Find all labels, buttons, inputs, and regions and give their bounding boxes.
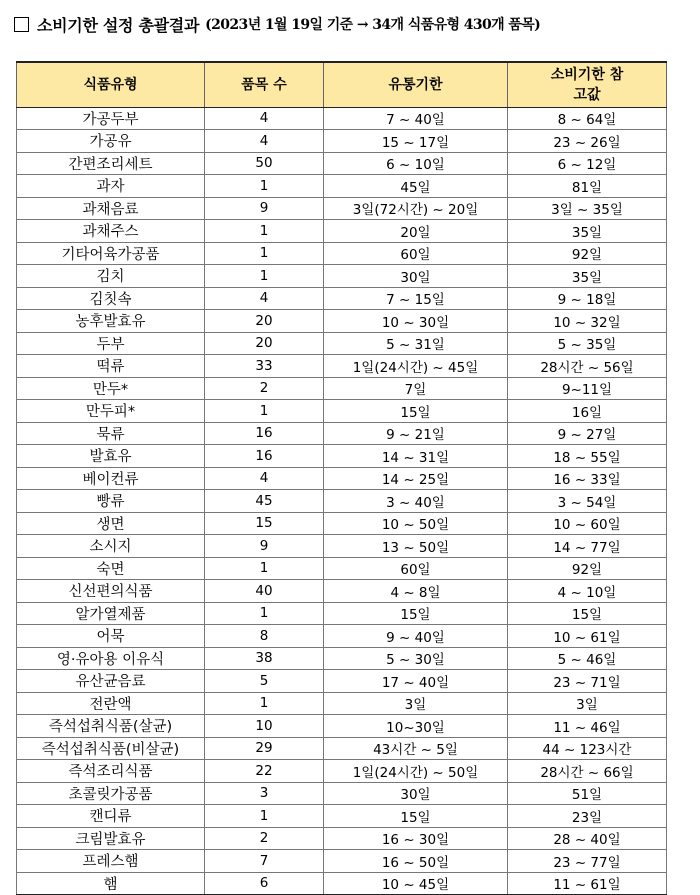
consumption-period-cell: 16일 [508,400,667,423]
food-type-cell: 가공유 [17,130,205,153]
food-type-cell: 가공두부 [17,107,205,130]
consumption-period-cell: 28시간 ~ 56일 [508,355,667,378]
food-type-cell: 베이컨류 [17,467,205,490]
table-row [17,445,667,468]
consumption-period-cell: 3 ~ 54일 [508,490,667,513]
food-type-cell: 어묵 [17,625,205,648]
distribution-period-cell: 10~30일 [324,715,508,738]
table-row [17,827,667,850]
distribution-period-cell: 4 ~ 8일 [324,580,508,603]
food-type-cell: 빵류 [17,490,205,513]
header-distribution-period: 유통기한 [324,62,508,107]
consumption-period-cell: 14 ~ 77일 [508,535,667,558]
consumption-period-cell: 5 ~ 35일 [508,332,667,355]
item-count-cell: 1 [205,602,324,625]
heading-title: 소비기한 설정 총괄결과 [37,15,200,35]
distribution-period-cell: 15일 [324,400,508,423]
item-count-cell: 8 [205,625,324,648]
item-count-cell: 22 [205,760,324,783]
distribution-period-cell: 5 ~ 31일 [324,332,508,355]
food-type-cell: 소시지 [17,535,205,558]
distribution-period-cell: 30일 [324,782,508,805]
item-count-cell: 4 [205,287,324,310]
table-row [17,602,667,625]
shelf-life-table [16,61,667,895]
food-type-cell: 떡류 [17,355,205,378]
food-type-cell: 생면 [17,512,205,535]
distribution-period-cell: 15 ~ 17일 [324,130,508,153]
consumption-period-cell: 9 ~ 18일 [508,287,667,310]
distribution-period-cell: 17 ~ 40일 [324,670,508,693]
item-count-cell: 7 [205,850,324,873]
distribution-period-cell: 45일 [324,175,508,198]
item-count-cell: 5 [205,670,324,693]
item-count-cell: 1 [205,692,324,715]
distribution-period-cell: 7 ~ 15일 [324,287,508,310]
food-type-cell: 과채주스 [17,220,205,243]
distribution-period-cell: 13 ~ 50일 [324,535,508,558]
consumption-period-cell: 23 ~ 26일 [508,130,667,153]
food-type-cell: 즉석섭취식품(비살균) [17,737,205,760]
heading-subtitle: (2023년 1월 19일 기준 → 34개 식품유형 430개 품목) [205,17,541,33]
table-row [17,400,667,423]
distribution-period-cell: 9 ~ 21일 [324,422,508,445]
table-body [17,107,667,895]
table-row [17,130,667,153]
checkbox-square-icon [14,17,29,32]
item-count-cell: 6 [205,872,324,895]
table-row [17,580,667,603]
food-type-cell: 신선편의식품 [17,580,205,603]
distribution-period-cell: 7 ~ 40일 [324,107,508,130]
consumption-period-cell: 6 ~ 12일 [508,152,667,175]
item-count-cell: 9 [205,197,324,220]
food-type-cell: 농후발효유 [17,310,205,333]
food-type-cell: 즉석조리식품 [17,760,205,783]
table-row [17,355,667,378]
table-row [17,782,667,805]
consumption-period-cell: 81일 [508,175,667,198]
table-row [17,737,667,760]
distribution-period-cell: 1일(24시간) ~ 50일 [324,760,508,783]
item-count-cell: 45 [205,490,324,513]
table-row [17,220,667,243]
table-row [17,265,667,288]
consumption-period-cell: 15일 [508,602,667,625]
table-row [17,422,667,445]
item-count-cell: 4 [205,107,324,130]
food-type-cell: 즉석섭취식품(살균) [17,715,205,738]
food-type-cell: 김치 [17,265,205,288]
food-type-cell: 과자 [17,175,205,198]
item-count-cell: 38 [205,647,324,670]
consumption-period-cell: 23 ~ 71일 [508,670,667,693]
table-row [17,715,667,738]
food-type-cell: 두부 [17,332,205,355]
consumption-period-cell: 92일 [508,557,667,580]
food-type-cell: 만두피* [17,400,205,423]
header-consumption-period-label: 소비기한 참고값 [550,66,624,103]
item-count-cell: 15 [205,512,324,535]
item-count-cell: 1 [205,805,324,828]
consumption-period-cell: 35일 [508,265,667,288]
distribution-period-cell: 15일 [324,602,508,625]
food-type-cell: 알가열제품 [17,602,205,625]
food-type-cell: 전란액 [17,692,205,715]
table-row [17,107,667,130]
item-count-cell: 1 [205,557,324,580]
consumption-period-cell: 9 ~ 27일 [508,422,667,445]
item-count-cell: 1 [205,220,324,243]
item-count-cell: 2 [205,377,324,400]
item-count-cell: 33 [205,355,324,378]
consumption-period-cell: 8 ~ 64일 [508,107,667,130]
consumption-period-cell: 10 ~ 32일 [508,310,667,333]
table-row [17,557,667,580]
table-header-row [17,62,667,107]
header-consumption-period [508,62,667,107]
consumption-period-cell: 23일 [508,805,667,828]
food-type-cell: 유산균음료 [17,670,205,693]
food-type-cell: 김칫속 [17,287,205,310]
item-count-cell: 50 [205,152,324,175]
distribution-period-cell: 5 ~ 30일 [324,647,508,670]
table-row [17,850,667,873]
item-count-cell: 40 [205,580,324,603]
item-count-cell: 3 [205,782,324,805]
table-row [17,377,667,400]
consumption-period-cell: 28 ~ 40일 [508,827,667,850]
food-type-cell: 숙면 [17,557,205,580]
table-row [17,625,667,648]
consumption-period-cell: 9~11일 [508,377,667,400]
consumption-period-cell: 23 ~ 77일 [508,850,667,873]
distribution-period-cell: 7일 [324,377,508,400]
header-item-count: 품목 수 [205,62,324,107]
distribution-period-cell: 1일(24시간) ~ 45일 [324,355,508,378]
distribution-period-cell: 10 ~ 45일 [324,872,508,895]
item-count-cell: 20 [205,332,324,355]
consumption-period-cell: 10 ~ 60일 [508,512,667,535]
table-row [17,152,667,175]
document-heading [14,9,540,39]
food-type-cell: 캔디류 [17,805,205,828]
consumption-period-cell: 10 ~ 61일 [508,625,667,648]
table-row [17,760,667,783]
consumption-period-cell: 5 ~ 46일 [508,647,667,670]
table-row [17,197,667,220]
distribution-period-cell: 14 ~ 31일 [324,445,508,468]
distribution-period-cell: 3 ~ 40일 [324,490,508,513]
food-type-cell: 발효유 [17,445,205,468]
table-row [17,692,667,715]
item-count-cell: 2 [205,827,324,850]
food-type-cell: 기타어육가공품 [17,242,205,265]
food-type-cell: 초콜릿가공품 [17,782,205,805]
table-row [17,287,667,310]
distribution-period-cell: 10 ~ 50일 [324,512,508,535]
consumption-period-cell: 11 ~ 61일 [508,872,667,895]
distribution-period-cell: 14 ~ 25일 [324,467,508,490]
food-type-cell: 묵류 [17,422,205,445]
table-row [17,805,667,828]
food-type-cell: 크림발효유 [17,827,205,850]
table-row [17,535,667,558]
consumption-period-cell: 11 ~ 46일 [508,715,667,738]
distribution-period-cell: 9 ~ 40일 [324,625,508,648]
distribution-period-cell: 60일 [324,557,508,580]
table-row [17,242,667,265]
food-type-cell: 만두* [17,377,205,400]
consumption-period-cell: 16 ~ 33일 [508,467,667,490]
table-row [17,670,667,693]
food-type-cell: 영·유아용 이유식 [17,647,205,670]
consumption-period-cell: 44 ~ 123시간 [508,737,667,760]
table-row [17,175,667,198]
distribution-period-cell: 16 ~ 30일 [324,827,508,850]
table-row [17,332,667,355]
table-row [17,310,667,333]
distribution-period-cell: 3일 [324,692,508,715]
consumption-period-cell: 92일 [508,242,667,265]
item-count-cell: 4 [205,130,324,153]
item-count-cell: 1 [205,175,324,198]
consumption-period-cell: 51일 [508,782,667,805]
item-count-cell: 20 [205,310,324,333]
distribution-period-cell: 10 ~ 30일 [324,310,508,333]
consumption-period-cell: 28시간 ~ 66일 [508,760,667,783]
distribution-period-cell: 43시간 ~ 5일 [324,737,508,760]
food-type-cell: 간편조리세트 [17,152,205,175]
consumption-period-cell: 4 ~ 10일 [508,580,667,603]
item-count-cell: 1 [205,265,324,288]
item-count-cell: 10 [205,715,324,738]
item-count-cell: 4 [205,467,324,490]
distribution-period-cell: 30일 [324,265,508,288]
consumption-period-cell: 3일 ~ 35일 [508,197,667,220]
food-type-cell: 과채음료 [17,197,205,220]
item-count-cell: 16 [205,445,324,468]
table-row [17,467,667,490]
header-food-type: 식품유형 [17,62,205,107]
consumption-period-cell: 3일 [508,692,667,715]
consumption-period-cell: 35일 [508,220,667,243]
distribution-period-cell: 6 ~ 10일 [324,152,508,175]
food-type-cell: 햄 [17,872,205,895]
distribution-period-cell: 60일 [324,242,508,265]
item-count-cell: 16 [205,422,324,445]
table-row [17,647,667,670]
distribution-period-cell: 20일 [324,220,508,243]
distribution-period-cell: 3일(72시간) ~ 20일 [324,197,508,220]
table-row [17,490,667,513]
food-type-cell: 프레스햄 [17,850,205,873]
distribution-period-cell: 15일 [324,805,508,828]
item-count-cell: 29 [205,737,324,760]
item-count-cell: 1 [205,400,324,423]
item-count-cell: 9 [205,535,324,558]
table-row [17,512,667,535]
distribution-period-cell: 16 ~ 50일 [324,850,508,873]
consumption-period-cell: 18 ~ 55일 [508,445,667,468]
item-count-cell: 1 [205,242,324,265]
table-row [17,872,667,895]
